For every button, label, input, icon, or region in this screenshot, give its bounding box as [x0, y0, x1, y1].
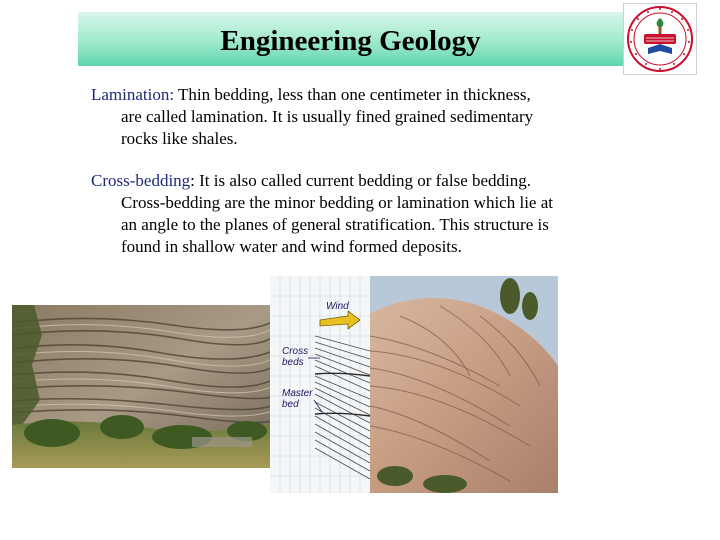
lamination-line-2: are called lamination. It is usually fined grained sedimentary	[121, 107, 534, 126]
lamination-line-1: Lamination: Thin bedding, less than one centimeter in thickness,	[91, 85, 531, 104]
cross-bedding-term: Cross-bedding	[91, 171, 191, 190]
university-seal-icon	[623, 3, 697, 75]
wind-label: Wind	[326, 301, 349, 312]
lamination-line-3: rocks like shales.	[121, 129, 238, 148]
slide-title: Engineering Geology	[220, 24, 481, 57]
title-bar	[78, 12, 623, 66]
lamination-paragraph	[91, 84, 636, 150]
cross-bedding-paragraph	[91, 170, 636, 258]
master-bed-label-2: bed	[282, 399, 299, 410]
cross-bedding-line-2: Cross-bedding are the minor bedding or lamination which lie at	[121, 193, 553, 212]
cross-bedding-line-1: Cross-bedding: It is also called current bedding or false bedding.	[91, 171, 532, 190]
lamination-term: Lamination:	[91, 85, 175, 104]
cross-bedding-line-4: found in shallow water and wind formed deposits.	[121, 237, 462, 256]
cross-bedding-line-3: an angle to the planes of general stratification. This structure is	[121, 215, 549, 234]
lamination-outcrop-photo	[12, 305, 277, 468]
cross-beds-label-2: beds	[282, 357, 304, 368]
master-bed-label-1: Master	[282, 388, 313, 399]
cross-bedding-diagram-photo	[270, 276, 558, 493]
cross-beds-label-1: Cross	[282, 346, 309, 357]
